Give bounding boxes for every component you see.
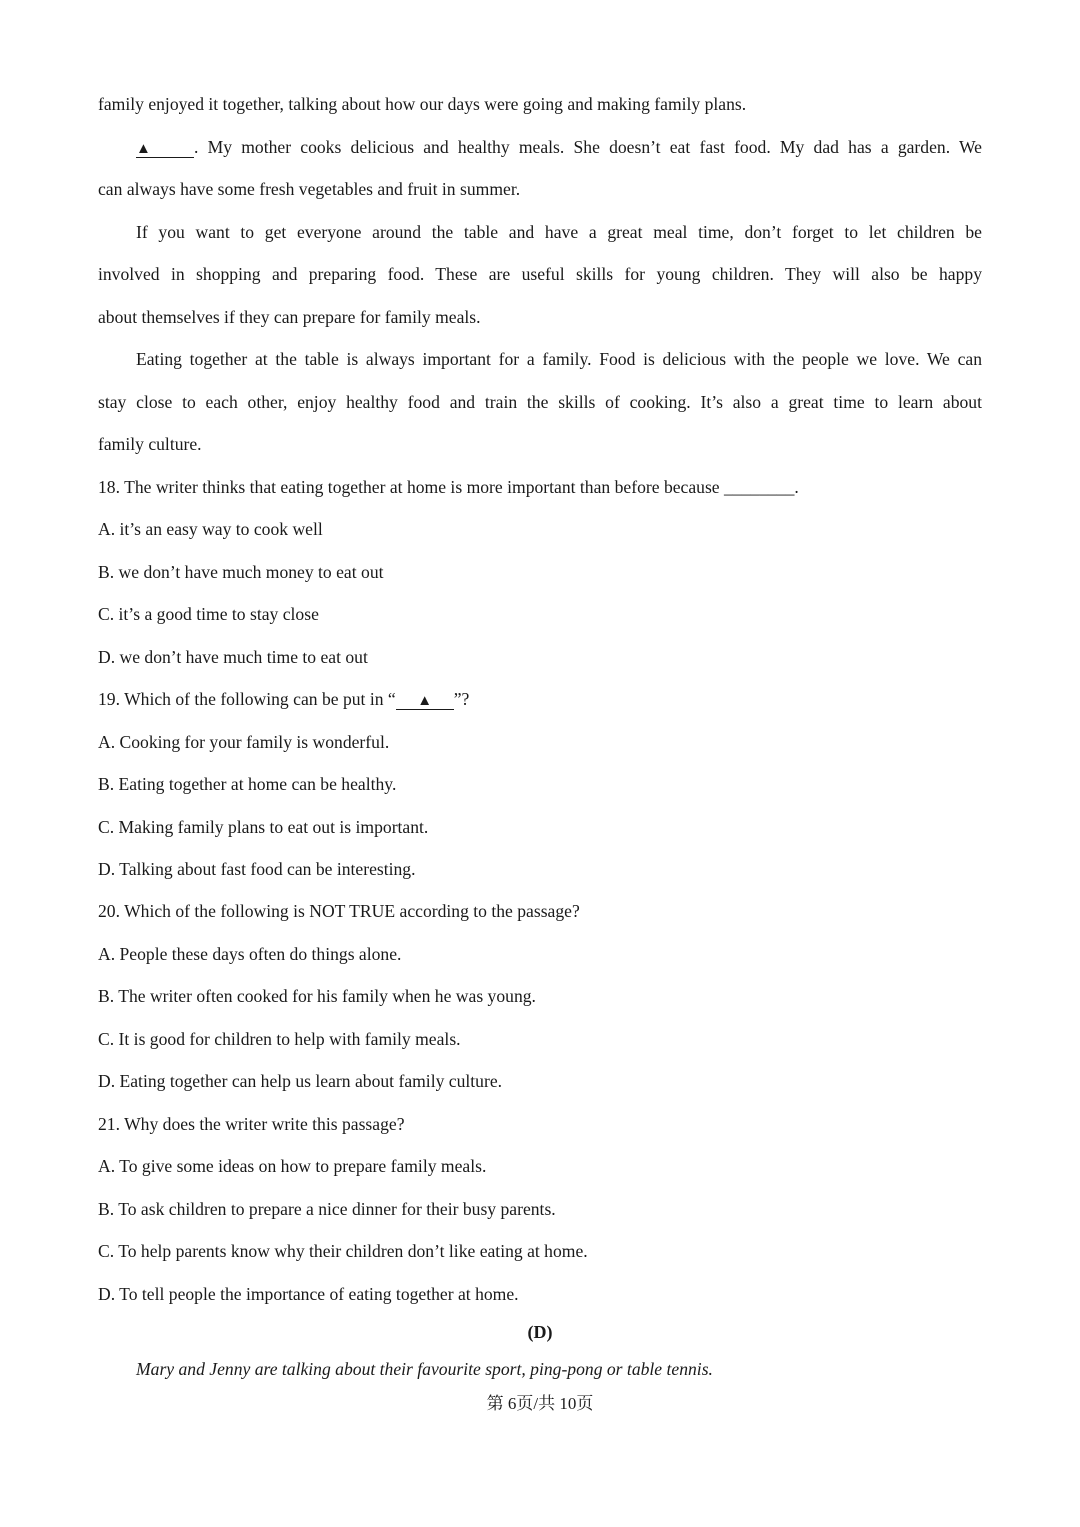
question-stem: 18. The writer thinks that eating together at home is more important than before because ________. (98, 477, 799, 497)
passage-line: family enjoyed it together, talking about how our days were going and making family plans. (98, 94, 747, 114)
passage-line: about themselves if they can prepare for family meals. (98, 307, 481, 327)
passage-text: . My mother cooks delicious and healthy meals. She doesn’t eat fast food. My dad has a garden. We (194, 137, 982, 157)
section-intro: Mary and Jenny are talking about their favourite sport, ping-pong or table tennis. (136, 1359, 713, 1379)
answer-option: C. It is good for children to help with family meals. (98, 1029, 461, 1049)
answer-option: D. Talking about fast food can be interesting. (98, 859, 416, 879)
section-heading: (D) (527, 1322, 553, 1342)
passage-line: If you want to get everyone around the table and have a great meal time, don’t forget to let children be (136, 222, 982, 242)
passage-line (136, 136, 982, 158)
question-stem: 20. Which of the following is NOT TRUE according to the passage? (98, 901, 580, 921)
passage-line: involved in shopping and preparing food. These are useful skills for young children. They will also be happy (98, 264, 982, 284)
answer-option: A. Cooking for your family is wonderful. (98, 732, 390, 752)
stem-text: ”? (453, 689, 470, 709)
triangle-marker: ▲ (136, 141, 151, 157)
page-number: 第 6页/共 10页 (486, 1394, 594, 1413)
answer-blank (396, 691, 454, 710)
triangle-marker: ▲ (417, 693, 433, 709)
question-stem: 21. Why does the writer write this passage? (98, 1114, 405, 1134)
answer-option: B. Eating together at home can be healthy. (98, 774, 397, 794)
stem-text: 19. Which of the following can be put in “ (98, 689, 396, 709)
answer-option: B. To ask children to prepare a nice dinner for their busy parents. (98, 1199, 556, 1219)
passage-line: stay close to each other, enjoy healthy food and train the skills of cooking. It’s also a great time to learn about (98, 392, 982, 412)
answer-option: A. it’s an easy way to cook well (98, 519, 323, 539)
answer-option: B. The writer often cooked for his family when he was young. (98, 986, 536, 1006)
answer-option: D. we don’t have much time to eat out (98, 647, 368, 667)
answer-option: A. To give some ideas on how to prepare family meals. (98, 1156, 487, 1176)
question-stem (98, 688, 982, 710)
answer-option: D. To tell people the importance of eating together at home. (98, 1284, 519, 1304)
answer-option: C. To help parents know why their children don’t like eating at home. (98, 1241, 588, 1261)
answer-option: B. we don’t have much money to eat out (98, 562, 384, 582)
answer-option: C. it’s a good time to stay close (98, 604, 319, 624)
answer-option: A. People these days often do things alone. (98, 944, 402, 964)
passage-line: can always have some fresh vegetables and fruit in summer. (98, 179, 521, 199)
answer-option: D. Eating together can help us learn about family culture. (98, 1071, 503, 1091)
passage-line: Eating together at the table is always important for a family. Food is delicious with the people we love. We can (136, 349, 982, 369)
answer-blank (136, 139, 194, 158)
answer-option: C. Making family plans to eat out is important. (98, 817, 429, 837)
passage-line: family culture. (98, 434, 202, 454)
